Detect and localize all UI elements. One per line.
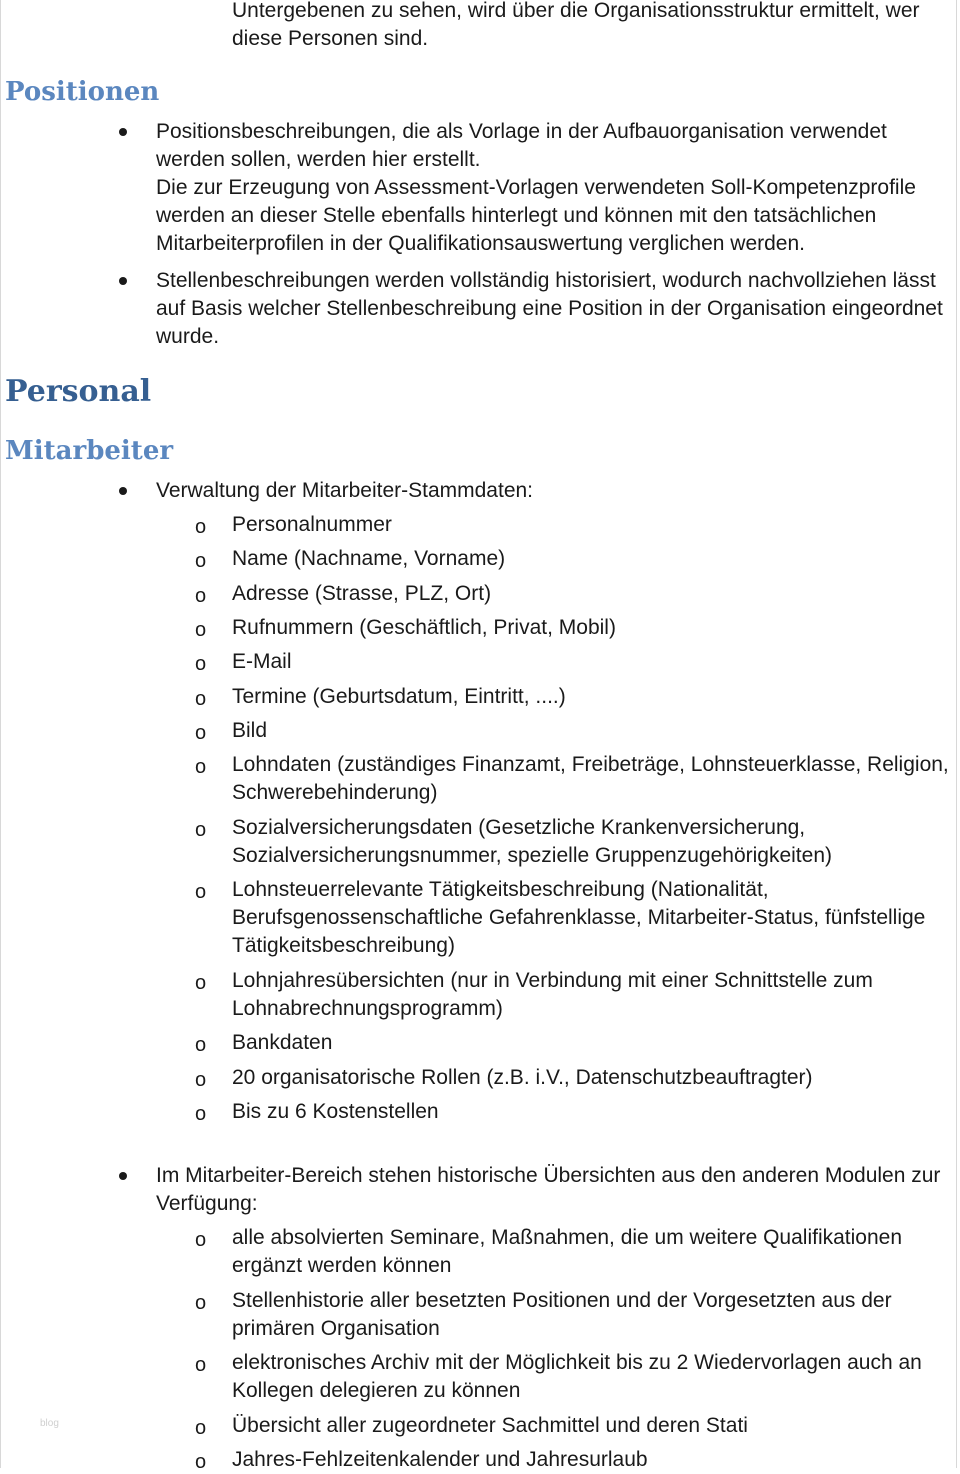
sub-bullet-icon: o (195, 653, 207, 675)
historisch-line-1: Im Mitarbeiter-Bereich stehen historische Übersichten aus den anderen Modulen zur (156, 1164, 941, 1187)
bullet-icon (119, 277, 127, 285)
stammdaten-item: Adresse (Strasse, PLZ, Ort) (232, 582, 492, 605)
historisch-item-cont: ergänzt werden können (232, 1254, 452, 1277)
stammdaten-item: Bild (232, 719, 268, 742)
stammdaten-label: Verwaltung der Mitarbeiter-Stammdaten: (156, 479, 534, 502)
stammdaten-item: Lohnjahresübersichten (nur in Verbindung mit einer Schnittstelle zum (232, 969, 873, 992)
heading-positionen: Positionen (5, 77, 160, 107)
sub-bullet-icon: o (195, 619, 207, 641)
stammdaten-item: Rufnummern (Geschäftlich, Privat, Mobil) (232, 616, 616, 639)
positionen-item2-line1: Stellenbeschreibungen werden vollständig historisiert, wodurch nachvollziehen lässt (156, 269, 936, 292)
bullet-icon (119, 128, 127, 136)
sub-bullet-icon: o (195, 1229, 207, 1251)
stammdaten-item: Termine (Geburtsdatum, Eintritt, ....) (232, 685, 566, 708)
intro-line-2: diese Personen sind. (232, 27, 429, 50)
historisch-line-2: Verfügung: (156, 1192, 258, 1215)
sub-bullet-icon: o (195, 756, 207, 778)
historisch-item: Jahres-Fehlzeitenkalender und Jahresurlaub (232, 1448, 648, 1471)
sub-bullet-icon: o (195, 972, 207, 994)
stammdaten-item: Name (Nachname, Vorname) (232, 547, 506, 570)
sub-bullet-icon: o (195, 1417, 207, 1439)
positionen-item2-line3: wurde. (156, 325, 220, 348)
sub-bullet-icon: o (195, 819, 207, 841)
heading-mitarbeiter: Mitarbeiter (5, 436, 174, 466)
sub-bullet-icon: o (195, 550, 207, 572)
sub-bullet-icon: o (195, 881, 207, 903)
sub-bullet-icon: o (195, 1292, 207, 1314)
sub-bullet-icon: o (195, 585, 207, 607)
historisch-item: alle absolvierten Seminare, Maßnahmen, die um weitere Qualifikationen (232, 1226, 903, 1249)
sub-bullet-icon: o (195, 516, 207, 538)
watermark: blog (40, 1418, 59, 1429)
positionen-item1-line1: Positionsbeschreibungen, die als Vorlage in der Aufbauorganisation verwendet (156, 120, 887, 143)
positionen-item1-line5: Mitarbeiterprofilen in der Qualifikationsauswertung verglichen werden. (156, 232, 806, 255)
stammdaten-item: Sozialversicherungsdaten (Gesetzliche Krankenversicherung, (232, 816, 806, 839)
sub-bullet-icon: o (195, 1069, 207, 1091)
stammdaten-item-cont: Tätigkeitsbeschreibung) (232, 934, 455, 957)
sub-bullet-icon: o (195, 722, 207, 744)
sub-bullet-icon: o (195, 1103, 207, 1125)
stammdaten-item-cont: Sozialversicherungsnummer, spezielle Gruppenzugehörigkeiten) (232, 844, 832, 867)
sub-bullet-icon: o (195, 1034, 207, 1056)
stammdaten-item: 20 organisatorische Rollen (z.B. i.V., Datenschutzbeauftragter) (232, 1066, 813, 1089)
historisch-item: Stellenhistorie aller besetzten Positionen und der Vorgesetzten aus der (232, 1289, 892, 1312)
positionen-item2-line2: auf Basis welcher Stellenbeschreibung eine Position in der Organisation eingeordnet (156, 297, 943, 320)
historisch-item-cont: primären Organisation (232, 1317, 440, 1340)
stammdaten-item: E-Mail (232, 650, 292, 673)
positionen-item1-line4: werden an dieser Stelle ebenfalls hinterlegt und können mit den tatsächlichen (156, 204, 877, 227)
positionen-item1-line3: Die zur Erzeugung von Assessment-Vorlagen verwendeten Soll-Kompetenzprofile (156, 176, 916, 199)
sub-bullet-icon: o (195, 1354, 207, 1376)
heading-personal: Personal (5, 374, 152, 409)
bullet-icon (119, 1172, 127, 1180)
historisch-item: Übersicht aller zugeordneter Sachmittel und deren Stati (232, 1414, 748, 1437)
sub-bullet-icon: o (195, 688, 207, 710)
stammdaten-item: Bankdaten (232, 1031, 333, 1054)
stammdaten-item-cont: Lohnabrechnungsprogramm) (232, 997, 503, 1020)
stammdaten-item-cont: Schwerebehinderung) (232, 781, 438, 804)
sub-bullet-icon: o (195, 1451, 207, 1473)
stammdaten-item-cont: Berufsgenossenschaftliche Gefahrenklasse, Mitarbeiter-Status, fünfstellige (232, 906, 926, 929)
stammdaten-item: Lohnsteuerrelevante Tätigkeitsbeschreibung (Nationalität, (232, 878, 769, 901)
bullet-icon (119, 487, 127, 495)
historisch-item: elektronisches Archiv mit der Möglichkeit bis zu 2 Wiedervorlagen auch an (232, 1351, 922, 1374)
stammdaten-item: Bis zu 6 Kostenstellen (232, 1100, 439, 1123)
positionen-item1-line2: werden sollen, werden hier erstellt. (156, 148, 481, 171)
intro-line-1: Untergebenen zu sehen, wird über die Organisationsstruktur ermittelt, wer (232, 0, 920, 22)
stammdaten-item: Lohndaten (zuständiges Finanzamt, Freibeträge, Lohnsteuerklasse, Religion, (232, 753, 949, 776)
historisch-item-cont: Kollegen delegieren zu können (232, 1379, 521, 1402)
stammdaten-item: Personalnummer (232, 513, 392, 536)
